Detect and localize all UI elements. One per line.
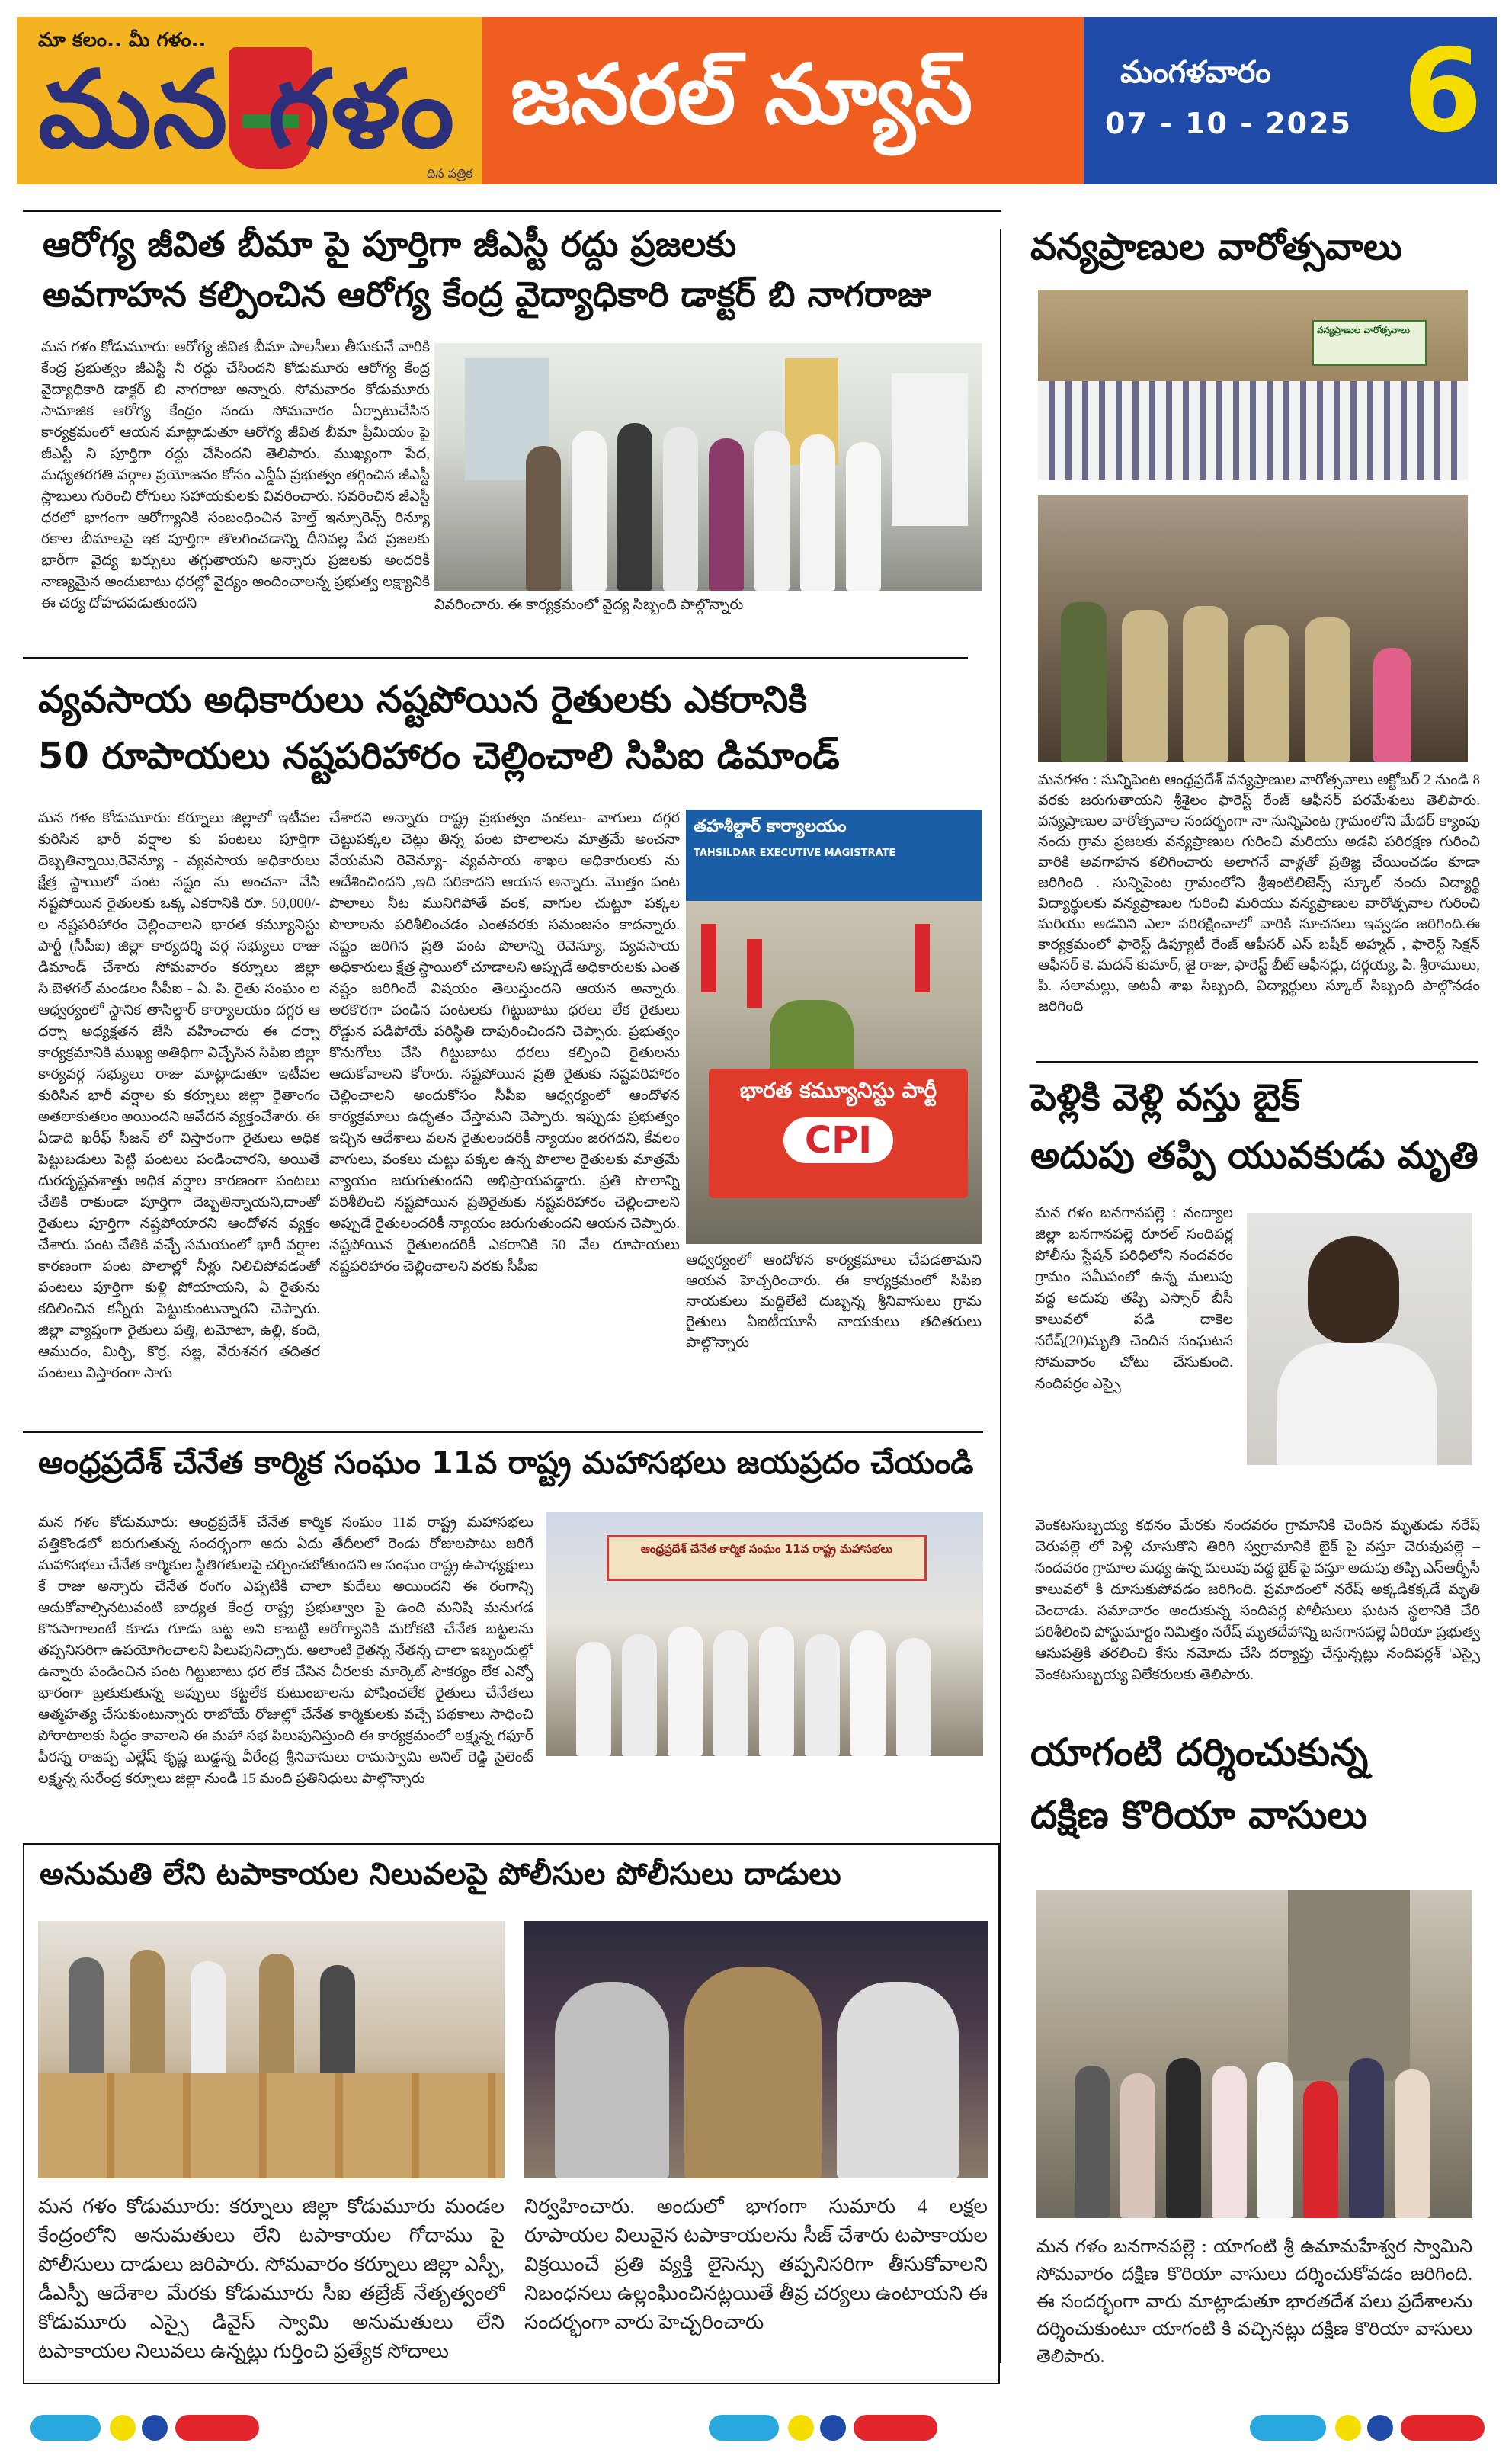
cpi-body-col1: మన గళం కోడుమూరు: కర్నూలు జిల్లాలో ఇటీవల కురిసిన భారీ వర్షాల కు పంటలు పూర్తిగా దెబ్బతిన్నాయి,రెవెన్యూ - వ్యవసాయ అధికారులు క్షేత్ర స్థాయిలో పంట నష్టం ను అంచనా వేసి నష్టపోయిన రైతులకు ఒక్క ఎకరానికి రూ. 50,000/- ల నష్టపరిహారం చెల్లించాలని భారత కమ్యూనిస్టు పార్టీ (సీపీఐ) జిల్లా కార్యదర్శి వర్గ సభ్యులు రాజు డిమాండ్ చేశారు సోమవారం కర్నూలు జిల్లా సి.బెళగల్ మండలం సీపీఐ - ఏ. పి. రైతు సంఘం ల ఆధ్వర్యంలో స్థానిక తాసిల్దార్ కార్యాలయం దగ్గర ఆ ధర్నా అధ్యక్షతన జేసి వహించారు ఈ ధర్నా కార్యక్రమానికి ముఖ్య అతిథిగా విచ్చేసిన సిపిఐ జిల్లా కార్యవర్గ సభ్యులు రాజు మాట్లాడుతూ ఇటీవల కురిసిన భారీ వర్షాల కు కర్నూలు జిల్లా రైతాంగం అతలాకుతలం అయిందని ఆవేదన వ్యక్తంచేశారు. ఈ ఏడాది ఖరీఫ్ సీజన్ లో విస్తారంగా రైతులు అధిక పెట్టుబడులు పెట్టి పంటలు పండించారని, అయితే దురదృష్టవశాత్తు అధిక వర్షాల కారణంగా పంటలు చేతికి రాకుండా పూర్తిగా దెబ్బతిన్నాయని,దాంతో రైతులు పూర్తిగా నష్టపోయారని ఆందోళన వ్యక్తం చేశారు. పంట చేతికి వచ్చే సమయంలో భారీ వర్షాల కారణంగా పంట పొలాల్లో నీళ్లు నిలిచిపోవడంతో పంటలు పూర్తిగా కుళ్లి పోయాయని, ఏ రైతును కదిలించిన కన్నీరు పెట్టుకుంటున్నారని చెప్పారు. జిల్లా వ్యాప్తంగా రైతులు పత్తి, టమోటా, ఉల్లి, కంది, ఆముదం, మిర్చి, కొర్ర, సజ్జ, వేరుశనగ తదితర పంటలు విస్తారంగా సాగు xyxy=(38,810,320,1381)
gst-headline-line2[interactable]: అవగాహన కల్పించిన ఆరోగ్య కేంద్ర వైద్యాధికారి డాక్టర్ బి నాగరాజు xyxy=(43,274,931,315)
top-rule xyxy=(23,210,1001,212)
gst-photo xyxy=(434,343,982,591)
gst-body: మన గళం కోడుమూరు: ఆరోగ్య జీవిత బీమా పాలసీలు తీసుకునే వారికి కేంద్ర ప్రభుత్వం జీఎస్టీ నీ రద్దు చేసిందని కోడుమూరు ఆరోగ్య కేంద్ర వైద్యాధికారి డాక్టర్ బి నాగరాజు అన్నారు. సోమవారం కోడుమూరు సామాజిక ఆరోగ్య కేంద్రం నందు సోమవారం ఏర్పాటుచేసిన కార్యక్రమంలో ఆయన మాట్లాడుతూ ఆరోగ్య జీవిత బీమా ప్రీమియం పై జీఎస్టీ ని పూర్తిగా రద్దు చేసిందని తెలిపారు. ముఖ్యంగా పేద, మధ్యతరగతి వర్గాల ప్రయోజనం కోసం ఎన్డీఏ ప్రభుత్వం తగ్గించిన జీఎస్టీ స్లాబులు గురించి రోగులు సహాయకులకు వివరించారు. సవరించిన జీఎస్టీ ధరలో భాగంగా ఆరోగ్యానికి సంబంధించిన హెల్త్ ఇన్సూరెన్స్ రిన్యూ రకాల బీమాలపై ఇక పూర్తిగా తొలగించడాన్ని దీనివల్ల పేద ప్రజలకు భారీగా వైద్య ఖర్చులు తగ్గుతాయని అన్నారు ప్రజలకు అందరికీ నాణ్యమైన అందుబాటు ధరల్లో వైద్యం అందించాలన్న ప్రభుత్వ లక్ష్యానికి ఈ చర్య దోహదపడుతుందని xyxy=(41,339,430,611)
logo-wordmark[interactable]: మన గళం xyxy=(38,48,456,172)
weavers-photo xyxy=(546,1512,983,1756)
person xyxy=(759,1627,794,1756)
cpi-banner-logo: CPI xyxy=(783,1117,893,1163)
yaganti-photo xyxy=(1036,1890,1472,2218)
forest-officer xyxy=(1244,625,1289,762)
red-flag xyxy=(747,939,762,1008)
article-crackers xyxy=(23,1843,1000,2384)
gst-photo-caption: వివరించారు. ఈ కార్యక్రమంలో వైద్య సిబ్బంది పాల్గొన్నారు xyxy=(434,597,744,613)
forest-officer xyxy=(1305,617,1350,762)
crackers-headline[interactable]: అనుమతి లేని టపాకాయల నిలువలపై పోలీసుల పోలీసులు దాడులు xyxy=(40,1857,841,1892)
person xyxy=(800,434,835,591)
korea-headline-line2[interactable]: దక్షిణ కొరియా వాసులు xyxy=(1030,1793,1368,1837)
crackers-photo-2 xyxy=(524,1921,988,2178)
footer-dot xyxy=(110,2415,136,2441)
gst-headline-line1[interactable]: ఆరోగ్య జీవిత బీమా పై పూర్తిగా జీఎస్టీ రద్దు ప్రజలకు xyxy=(43,223,737,264)
person xyxy=(617,423,652,591)
person xyxy=(1349,2058,1384,2218)
person xyxy=(572,431,607,591)
article-divider xyxy=(1036,1061,1478,1063)
wildlife-photo-2 xyxy=(1038,495,1468,762)
person xyxy=(1166,2058,1201,2218)
footer-dot xyxy=(1367,2415,1393,2441)
bike-body-col: మన గళం బనగానపల్లె : నంద్యాల జిల్లా బనగానపల్లె రూరల్ సందిపర్ల పోలీసు స్టేషన్ పరిధిలోని నందవరం గ్రామం సమీపంలో ఉన్న మలుపు వద్ద అదుపు తప్పి ఎస్సార్ బీసీ కాలువలో పడి దాకెల నరేష్(20)మృతి చెందిన సంఘటన సోమవారం చోటు చేసుకుంది. నందిపర్రం ఎస్సై xyxy=(1035,1205,1233,1392)
crackers-photo-1 xyxy=(38,1921,505,2178)
red-flag xyxy=(701,924,716,992)
article-weavers xyxy=(23,1436,991,1832)
article-gst xyxy=(23,213,991,648)
crackers-body-col1: మన గళం కోడుమూరు: కర్నూలు జిల్లా కోడుమూరు మండల కేంద్రంలోని అనుమతులు లేని టపాకాయల గోదాము పై పోలీసులు దాడులు జరిపారు. సోమవారం కర్నూలు జిల్లా ఎస్పీ, డీఎస్పీ ఆదేశాల మేరకు కోడుమూరు సీఐ తబ్రేజ్ నేతృత్వంలో కోడుమూరు ఎస్సై డివైస్ స్వామి అనుమతులు లేని టపాకాయల నిలువలు ఉన్నట్లు గుర్తించి ప్రత్యేక సోదాలు xyxy=(38,2195,505,2362)
forest-officer xyxy=(1061,602,1107,762)
footer-dot xyxy=(1335,2415,1361,2441)
person xyxy=(846,442,881,591)
person xyxy=(837,1982,959,2178)
students-rows xyxy=(1038,381,1468,480)
logo-subtitle: దిన పత్రిక xyxy=(427,166,472,181)
bike-body-full: వెంకటసుబ్బయ్య కథనం మేరకు నందవరం గ్రామానికి చెందిన మృతుడు నరేష్ చెరుపల్లె లో పెళ్లి చూసుకొని తిరిగి స్వగ్రామానికి బైక్ పై వస్తూ చెరువుపల్లె – నందవరం గ్రామాల మధ్య ఉన్న మలుపు వద్ద బైక్ పై వస్తూ అదుపు తప్పి ఎస్ఆర్బీసీ కాలువలో కి దూసుకుపోవడం జరిగింది. ప్రమాదంలో నరేష్ అక్కడికక్కడే మృతి చెందాడు. సమాచారం అందుకున్న సందిపర్ల పోలీసులు ఘటన స్థలానికి చేరి పరిశీలించి పోస్టుమార్టం నిమిత్తం నరేష్ మృతదేహాన్ని బనగానపల్లె ఏరియా ప్రభుత్వ ఆసుపత్రికి తరలించి కేసు నమోదు చేసి దర్యాప్తు చేస్తున్నట్లు నందిపర్లశ్ 'ఎస్సై వెంకటసుబ్బయ్య విలేకరులకు తెలిపారు. xyxy=(1035,1518,1480,1683)
person xyxy=(622,1634,657,1756)
person xyxy=(850,1630,886,1756)
person xyxy=(668,1627,703,1756)
villager xyxy=(1373,648,1411,762)
cpi-body-col2: చేశారని అన్నారు రాష్ట్ర ప్రభుత్వం వంకలు- వాగులు దగ్గర చెట్టుపక్కల చెట్లు తిన్న పంట పొలాలను మాత్రమే అంచనా వేయమని రెవెన్యూ- వ్యవసాయ శాఖల అధికారులకు ను ఆదేశించిందని ,ఇది సరికాదని ఆయన అన్నారు. మొత్తం పంట పొలాలు నీట మునిగిపోతే వంక, వాగుల చుట్టూ పక్కల పొలాలను పరిశీలించడం ఎంతవరకు సమంజసం కాదన్నారు. నష్టం జరిగిన ప్రతి పంట పొలాన్ని రెవెన్యూ, వ్యవసాయ అధికారులు క్షేత్ర స్థాయిలో చూడాలని అప్పుడే అధికారులకు ఎంత నష్టం జరిగిందే విషయం తెలుస్తుందని ఆయన అన్నారు. అరకొరగా పండిన పంటలకు గిట్టుబాటు ధరలు లేక రైతులు రోడ్డున పడిపోయే పరిస్థితి దాపురించిందని చెప్పారు. ప్రభుత్వం కొనుగోలు చేసి గిట్టుబాటు ధరలు కల్పించి రైతులను ఆదుకోవాలని కోరారు. నష్టపోయిన ప్రతి రైతుకు నష్టపరిహారం చెల్లించాలని అందుకోసం సీపీఐ ఆధ్వర్యంలో ఆందోళన కార్యక్రమాలు ఉధృతం చేస్తామని చెప్పారు. ఇప్పుడు ప్రభుత్వం ఇచ్చిన ఆదేశాలు వలన రైతులందరికీ న్యాయం జరగదని, కేవలం వాగులు, వంకలు చుట్టు పక్కల ఉన్న పొలాల రైతులకు మాత్రమే న్యాయం జరుగుతుందని అభిప్రాయపడ్డారు. ప్రతి పొలాన్ని పరిశీలించి నష్టపోయిన ప్రతిరైతుకు నష్టపరిహారం చెల్లించాలని అప్పుడే రైతులందరికీ న్యాయం జరుగుతుందని ఆయన చెప్పారు. నష్టపోయిన రైతులందరికీ ఎకరానికి 50 వేల రూపాయలు నష్టపరిహారం చెల్లించాలని వరకు సీపీఐ xyxy=(329,810,680,1274)
footer-decor-left xyxy=(30,2415,259,2445)
footer-decor-center xyxy=(709,2415,937,2445)
notice-board xyxy=(892,373,968,526)
crop-bundle xyxy=(770,1000,854,1069)
date-label: 07 - 10 - 2025 xyxy=(1105,107,1352,140)
person xyxy=(1075,2066,1110,2218)
footer-decor-right xyxy=(1250,2415,1486,2445)
office-sign-telugu: తహశీల్దార్ కార్యాలయం xyxy=(694,817,847,836)
footer-pill xyxy=(1250,2415,1326,2441)
article-bike xyxy=(1014,1064,1501,1697)
person xyxy=(526,446,561,591)
weavers-headline[interactable]: ఆంధ్రప్రదేశ్ చేనేత కార్మిక సంఘం 11వ రాష్ట్ర మహాసభలు జయప్రదం చేయండి xyxy=(38,1444,974,1481)
cracker-boxes xyxy=(38,2073,505,2178)
person xyxy=(709,438,744,591)
red-flag xyxy=(915,924,930,992)
article-divider xyxy=(23,657,968,659)
cpi-photo-caption: ఆధ్వర్యంలో ఆందోళన కార్యక్రమాలు చేపడతామని ఆయన హెచ్చరించారు. ఈ కార్యక్రమంలో సిపిఐ నాయకులు మద్దిలేటి దుబ్బన్న శ్రీనివాసులు గ్రామ రైతులు ఏఐటీయూసీ నాయకులు తదితరులు పాల్గొన్నారు xyxy=(686,1252,982,1351)
logo-tagline: మా కలం.. మీ గళం.. xyxy=(38,29,207,52)
wildlife-banner: వన్యప్రాణుల వారోత్సవాలు xyxy=(1312,320,1427,366)
office-sign-english: TAHSILDAR EXECUTIVE MAGISTRATE xyxy=(694,848,896,859)
person xyxy=(576,1642,611,1756)
person xyxy=(1212,2066,1247,2218)
footer-dot xyxy=(788,2415,814,2441)
cpi-photo xyxy=(686,810,982,1244)
person xyxy=(555,1982,669,2178)
office-signboard xyxy=(686,810,982,901)
forest-officer xyxy=(1122,610,1168,762)
person xyxy=(1257,2062,1293,2218)
victim-shirt xyxy=(1277,1343,1437,1465)
page-number: 6 xyxy=(1402,25,1483,158)
person xyxy=(805,1634,840,1756)
footer-pill xyxy=(854,2415,937,2441)
wildlife-photo-1 xyxy=(1038,290,1468,480)
person xyxy=(713,1630,748,1756)
person xyxy=(663,427,698,591)
forest-officer xyxy=(1183,606,1228,762)
bike-headline-line2[interactable]: అదుపు తప్పి యువకుడు మృతి xyxy=(1030,1134,1478,1177)
person xyxy=(1303,2081,1338,2218)
cpi-headline-line2[interactable]: 50 రూపాయలు నష్టపరిహారం చెల్లించాలి సిపిఐ డిమాండ్ xyxy=(38,735,840,777)
article-cpi xyxy=(23,663,991,1425)
crackers-body-col2: నిర్వహించారు. అందులో భాగంగా సుమారు 4 లక్షల రూపాయల విలువైన టపాకాయలను సీజ్ చేశారు టపాకాయల విక్రయించే ప్రతి వ్యక్తి లైసెన్సు తప్పనిసరిగా తీసుకోవాలని నిబంధనలు ఉల్లంఘించినట్లయితే తీవ్ర చర్యలు ఉంటాయని ఈ సందర్భంగా వారు హెచ్చరించారు xyxy=(524,2195,988,2333)
victim-head xyxy=(1308,1236,1399,1343)
footer-pill xyxy=(1401,2415,1485,2441)
person xyxy=(896,1638,931,1756)
article-korea xyxy=(1014,1707,1501,2393)
footer-dot xyxy=(142,2415,168,2441)
weavers-banner: ఆంధ్రప్రదేశ్ చేనేత కార్మిక సంఘం 11వ రాష్ట్ర మహాసభలు xyxy=(607,1535,927,1581)
footer-pill xyxy=(30,2415,101,2441)
weavers-body: మన గళం కోడుమూరు: ఆంధ్రప్రదేశ్ చేనేత కార్మిక సంఘం 11వ రాష్ట్ర మహాసభలు పత్తికొండలో జరుగుతున్న సందర్భంగా ఆదు ఏదు తేదీలలో రెండు రోజులపాటు జరిగే మహాసభలు చేనేత కార్మికుల స్థితిగతులపై చర్చించబోతుందని ఆ సంఘం రాష్ట్ర ఉపాధ్యక్షులు కే రాజు అన్నారు చేనేత రంగం ఎప్పటికీ చాలా కుదేలు అయిందని ఈ రంగాన్ని ఆదుకోవాల్సినటువంటి బాధ్యత కేంద్ర రాష్ట్ర ప్రభుత్వాల పై ఉంది మనిషి మనుగడ కొనసాగాలంటే కూడు గూడు బట్ట అని కాబట్టి ఆరోగ్యానికి మరోకటి చేనేత బట్టలను తప్పనిసరిగా ఉపయోగించాలని పిలుపునిచ్చారు. అలాంటి రైతన్న నేతన్న చాలా ఇబ్బందుల్లో ఉన్నారు పండించిన పంట గిట్టుబాటు ధర లేక చేసిన చీరలకు మార్కెట్ సౌకర్యం లేక ఎన్నో భారంగా బ్రతుకుతున్న అప్పులు కట్టలేక కుటుంబాలను పోషించలేక రైతులు చేనేతలు ఆత్మహత్య చేసుకుంటున్నారు రాబోయే రోజుల్లో చేనేత కార్మికులకు వచ్చే పథకాలు సాధించి పోరాటాలకు సిద్ధం కావాలని ఈ మహా సభ పిలుపునిస్తుంది ఈ కార్యక్రమంలో లక్ష్మన్న గఫూర్ పీరన్న రాజప్ప ఎల్లేష్ కృష్ణ బుడ్డన్న వీరేంద్ర శ్రీనివాసులు రామస్వామి అనిల్ రెడ్డి సైలెంట్ లక్ష్మన్న సురేంద్ర కర్నూలు జిల్లా నుండి 15 మంది ప్రతినిధులు పాల్గొన్నారు xyxy=(38,1515,533,1787)
section-title: జనరల్ న్యూస్ xyxy=(511,47,973,143)
footer-pill xyxy=(175,2415,259,2441)
footer-dot xyxy=(820,2415,846,2441)
wildlife-headline[interactable]: వన్యప్రాణుల వారోత్సవాలు xyxy=(1030,226,1402,268)
police-officer xyxy=(684,1967,822,2178)
korea-body: మన గళం బనగానపల్లె : యాగంటి శ్రీ ఉమామహేశ్వర స్వామిని సోమవారం దక్షిణ కొరియా వాసులు దర్శించుకోవడం జరిగింది. ఈ సందర్భంగా వారు మాట్లాడుతూ భారతదేశ పలు ప్రదేశాలను దర్శించుకుంటూ యాగంటి కి వచ్చినట్లు దక్షిణ కొరియా వాసులు తెలిపారు. xyxy=(1036,2237,1472,2367)
bike-headline-line1[interactable]: పెళ్లికి వెళ్లి వస్తు బైక్ xyxy=(1030,1076,1300,1119)
cpi-banner xyxy=(709,1069,968,1198)
column-divider xyxy=(1000,229,1001,2363)
korea-headline-line1[interactable]: యాగంటి దర్శించుకున్న xyxy=(1030,1730,1369,1775)
masthead xyxy=(0,0,1512,191)
person xyxy=(1395,2069,1430,2218)
temple-gopuram xyxy=(1288,1890,1410,2081)
person xyxy=(1120,2073,1155,2218)
victim-photo xyxy=(1247,1213,1472,1465)
date-panel xyxy=(1084,17,1404,184)
cpi-headline-line1[interactable]: వ్యవసాయ అధికారులు నష్టపోయిన రైతులకు ఎకరానికి xyxy=(38,678,808,721)
cpi-banner-text: భారత కమ్యూనిస్టు పార్టీ xyxy=(739,1078,937,1103)
article-wildlife xyxy=(1014,213,1501,1052)
day-label: మంగళవారం xyxy=(1120,55,1271,90)
article-divider xyxy=(23,1431,983,1433)
wildlife-body: మనగళం : సున్నిపెంట ఆంధ్రప్రదేశ్ వన్యప్రాణుల వారోత్సవాలు అక్టోబర్ 2 నుండి 8 వరకు జరుగుతాయని శ్రీశైలం ఫారెస్ట్ రేంజ్ ఆఫీసర్ పరమేశులు తెలిపారు. వన్యప్రాణుల వారోత్సవాల సందర్భంగా నా సున్నిపెంట గ్రామంలోని మేదర్ క్యాంపు నందు గ్రామ ప్రజలకు వన్యప్రాణుల గురించి మరియు అడవి పరిరక్షణ గురించి వారికి అవగాహన కలిగించారు అలాగనే వాళ్లతో ప్రతిజ్ఞ చేయించడం కూడా జరిగింది . సున్నిపెంట గ్రామంలోని శ్రీఇంటిలిజెన్స్ స్కూల్ నందు విద్యార్థి విద్యార్థులకు వన్యప్రాణుల గురించి మరియు వన్యప్రాణుల వారోత్సవాల గురించి మరియు అడవిని ఎలా పరిరక్షించాలో వారికి సూచనలు ఇవ్వడం జరిగింది.ఈ కార్యక్రమంలో ఫారెస్ట్ డిప్యూటీ రేంజ్ ఆఫీసర్ ఎస్ బషీర్ అహ్మద్ , ఫారెస్ట్ సెక్షన్ ఆఫీసర్ కె. మదన్ కుమార్, జై రాజు, ఫారెస్ట్ బీట్ ఆఫీసర్లు, దర్గయ్య, పి. శ్రీరాములు, పి. సలామల్లు, అటవీ శాఖ సిబ్బంది, విద్యార్థులు స్కూల్ సిబ్బంది పాల్గొనడం జరిగింది xyxy=(1038,772,1480,1015)
person xyxy=(754,431,790,591)
footer-pill xyxy=(709,2415,779,2441)
